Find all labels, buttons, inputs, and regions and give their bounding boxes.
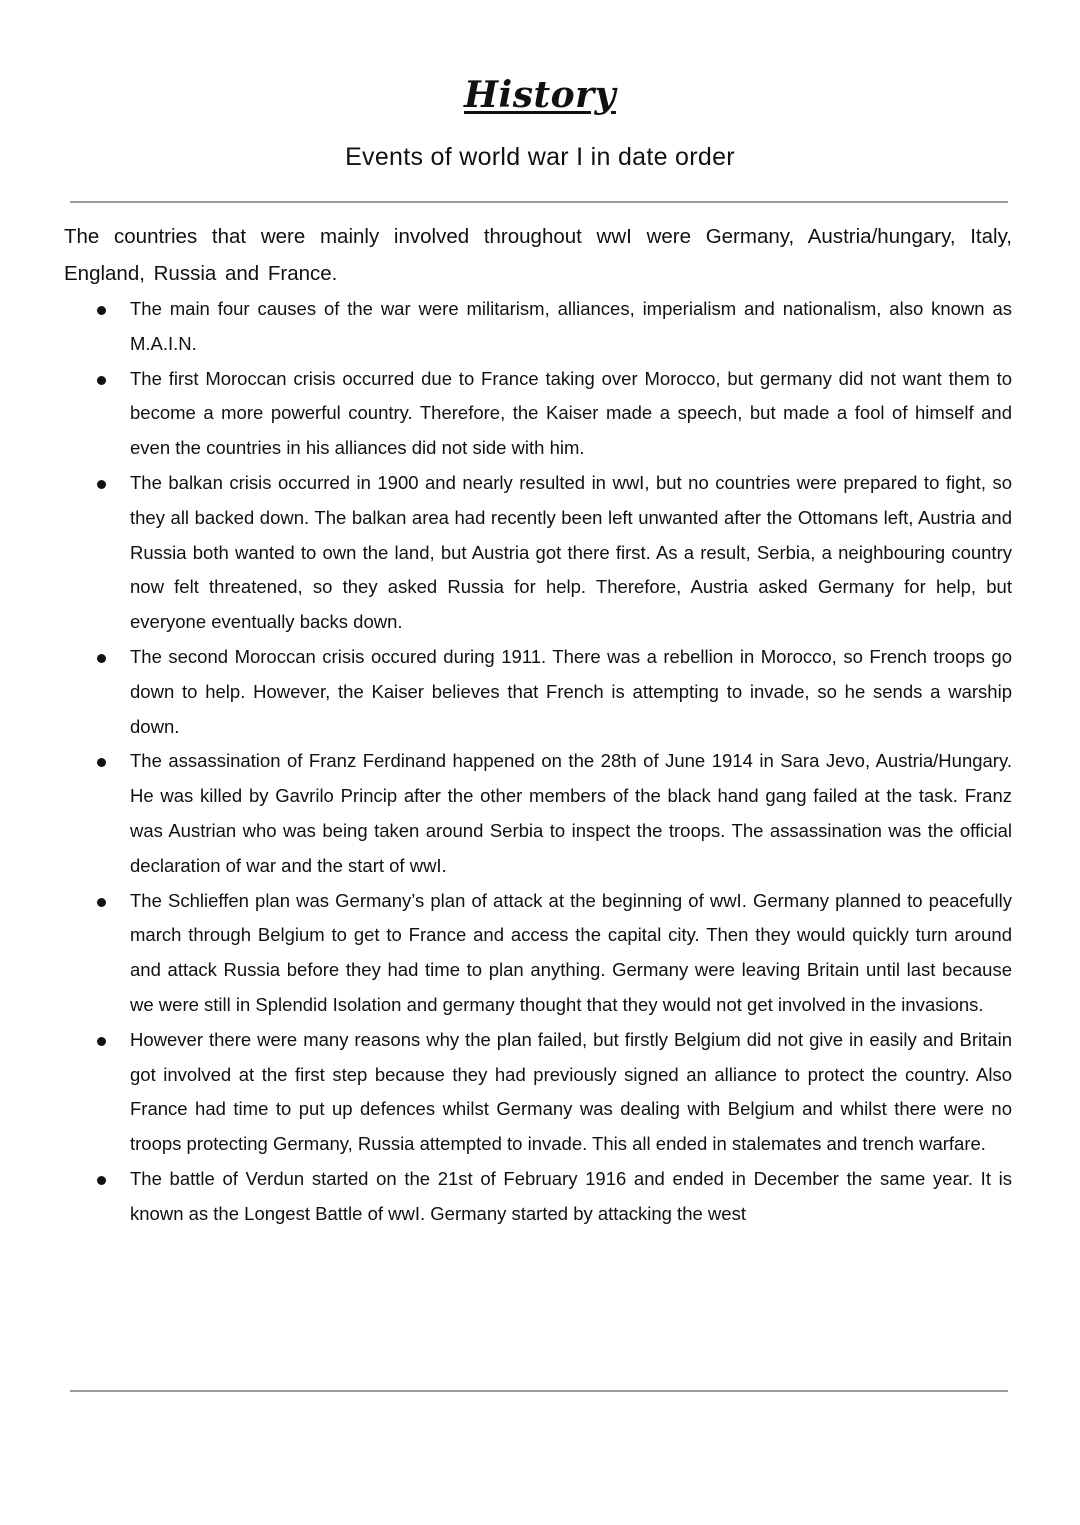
list-item bbox=[130, 1023, 1012, 1162]
list-item bbox=[130, 640, 1012, 744]
events-list bbox=[64, 292, 1012, 1232]
event-text: However there were many reasons why the plan failed, but firstly Belgium did not give in easily and Britain got involved at the first step because they had previously signed an alliance to protect the country. Also France had time to put up defences whilst Germany was dealing with Belgium and whilst there were no troops protecting Germany, Russia attempted to invade. This all ended in stalemates and trench warfare. bbox=[130, 1028, 1012, 1155]
bullet-icon bbox=[97, 654, 106, 663]
event-text: The assassination of Franz Ferdinand happened on the 28th of June 1914 in Sara Jevo, Austria/Hungary. He was killed by Gavrilo Princip after the other members of the black hand gang failed at the task. Franz was Austrian who was being taken around Serbia to inspect the troops. The assassination was the official declaration of war and the start of wwI. bbox=[130, 750, 1012, 876]
bullet-icon bbox=[97, 898, 106, 907]
intro-paragraph: The countries that were mainly involved throughout wwI were Germany, Austria/hungary, Italy, England, Russia and France. bbox=[64, 225, 1012, 285]
event-text: The balkan crisis occurred in 1900 and nearly resulted in wwI, but no countries were prepared to fight, so they all backed down. The balkan area had recently been left unwanted after the Ottomans left, Austria and Russia both wanted to own the land, but Austria got there first. As a result, Serbia, a neighbouring country now felt threatened, so they asked Russia for help. Therefore, Austria asked Germany for help, but everyone eventually backs down. bbox=[130, 471, 1012, 633]
document-body bbox=[64, 218, 1012, 1232]
list-item bbox=[130, 1162, 1012, 1232]
list-item bbox=[130, 744, 1012, 883]
page-subtitle: Events of world war I in date order bbox=[345, 143, 735, 171]
event-text: The second Moroccan crisis occured during 1911. There was a rebellion in Morocco, so French troops go down to help. However, the Kaiser believes that French is attempting to invade, so he sends a warship down. bbox=[130, 645, 1012, 737]
list-item bbox=[130, 362, 1012, 466]
bullet-icon bbox=[97, 306, 106, 315]
event-text: The Schlieffen plan was Germany’s plan of attack at the beginning of wwI. Germany planned to peacefully march through Belgium to get to France and access the capital city. Then they would quickly turn around and attack Russia before they had time to plan anything. Germany were leaving Britain until last because we were still in Splendid Isolation and germany thought that they would not get involved in the invasions. bbox=[130, 889, 1012, 1015]
event-text: The battle of Verdun started on the 21st of February 1916 and ended in December the same year. It is known as the Longest Battle of wwI. Germany started by attacking the west bbox=[130, 1167, 1012, 1224]
bullet-icon bbox=[97, 1037, 106, 1046]
list-item bbox=[130, 884, 1012, 1023]
top-divider bbox=[70, 201, 1008, 203]
bullet-icon bbox=[97, 376, 106, 385]
page-title: History bbox=[464, 74, 616, 116]
bottom-divider bbox=[70, 1390, 1008, 1392]
list-item bbox=[130, 466, 1012, 640]
event-text: The main four causes of the war were militarism, alliances, imperialism and nationalism, also known as M.A.I.N. bbox=[130, 298, 1012, 354]
list-item bbox=[130, 292, 1012, 362]
bullet-icon bbox=[97, 1176, 106, 1185]
bullet-icon bbox=[97, 758, 106, 767]
bullet-icon bbox=[97, 480, 106, 489]
event-text: The first Moroccan crisis occurred due to France taking over Morocco, but germany did not want them to become a more powerful country. Therefore, the Kaiser made a speech, but made a fool of himself and even the countries in his alliances did not side with him. bbox=[130, 367, 1012, 459]
